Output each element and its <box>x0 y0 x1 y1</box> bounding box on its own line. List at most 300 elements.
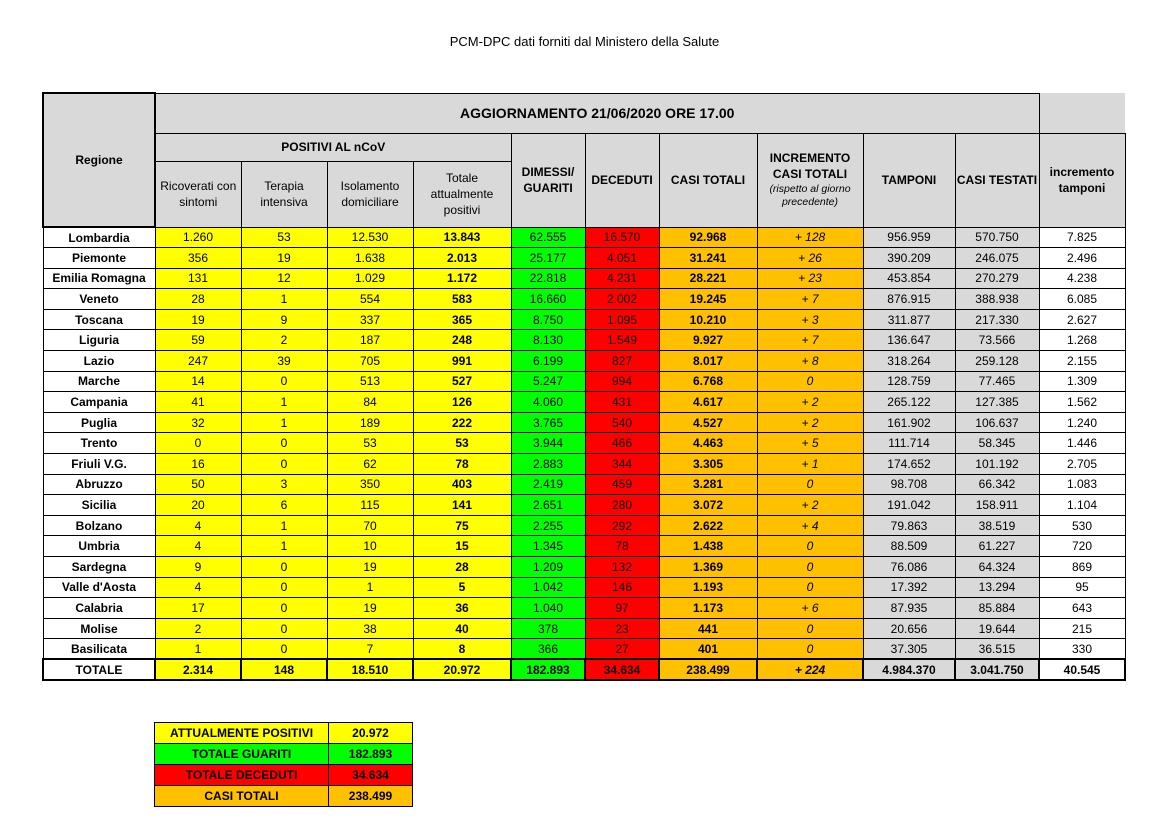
cell-dimessi: 6.199 <box>511 351 585 372</box>
cell-regione: Sicilia <box>43 495 155 516</box>
header-positivi-group: POSITIVI AL nCoV <box>155 133 511 161</box>
cell-casi-testati: 270.279 <box>955 268 1039 289</box>
cell-incremento: + 4 <box>757 515 863 536</box>
cell-incremento: 0 <box>757 474 863 495</box>
cell-ricoverati: 59 <box>155 330 241 351</box>
cell-casi-testati: 61.227 <box>955 536 1039 557</box>
cell-isolamento: 554 <box>327 289 413 310</box>
cell-regione: Emilia Romagna <box>43 268 155 289</box>
cell-casi-testati: 85.884 <box>955 598 1039 619</box>
cell-casi-testati: 127.385 <box>955 392 1039 413</box>
cell-casi-totali: 1.438 <box>659 536 757 557</box>
cell-dimessi: 4.060 <box>511 392 585 413</box>
cell-incremento-tamponi: 1.268 <box>1039 330 1125 351</box>
cell-incremento-tamponi: 1.104 <box>1039 495 1125 516</box>
summary-row <box>155 723 413 744</box>
cell-regione: Marche <box>43 371 155 392</box>
cell-totale-positivi: 13.843 <box>413 227 511 248</box>
cell-incremento: 0 <box>757 536 863 557</box>
cell-totale-positivi: 36 <box>413 598 511 619</box>
cell-dimessi: 366 <box>511 639 585 660</box>
cell-tamponi: 453.854 <box>863 268 955 289</box>
cell-isolamento: 187 <box>327 330 413 351</box>
cell-tamponi: 4.984.370 <box>863 659 955 680</box>
cell-deceduti: 827 <box>585 351 659 372</box>
cell-ricoverati: 14 <box>155 371 241 392</box>
cell-deceduti: 466 <box>585 433 659 454</box>
cell-terapia: 53 <box>241 227 327 248</box>
cell-totale-positivi: 1.172 <box>413 268 511 289</box>
cell-dimessi: 2.651 <box>511 495 585 516</box>
cell-casi-testati: 73.566 <box>955 330 1039 351</box>
summary-row <box>155 786 413 807</box>
cell-casi-totali: 19.245 <box>659 289 757 310</box>
header-casi-testati: CASI TESTATI <box>955 133 1039 227</box>
header-regione: Regione <box>43 93 155 227</box>
cell-isolamento: 7 <box>327 639 413 660</box>
cell-casi-testati: 13.294 <box>955 577 1039 598</box>
cell-ricoverati: 28 <box>155 289 241 310</box>
table-row <box>43 433 1125 454</box>
cell-casi-totali: 401 <box>659 639 757 660</box>
cell-deceduti: 431 <box>585 392 659 413</box>
cell-regione: Lombardia <box>43 227 155 248</box>
cell-casi-totali: 3.305 <box>659 454 757 475</box>
cell-casi-totali: 92.968 <box>659 227 757 248</box>
cell-deceduti: 540 <box>585 412 659 433</box>
summary-label: TOTALE GUARITI <box>155 744 329 765</box>
cell-ricoverati: 20 <box>155 495 241 516</box>
cell-casi-testati: 3.041.750 <box>955 659 1039 680</box>
cell-terapia: 19 <box>241 248 327 269</box>
cell-casi-totali: 6.768 <box>659 371 757 392</box>
cell-dimessi: 16.660 <box>511 289 585 310</box>
cell-totale-positivi: 53 <box>413 433 511 454</box>
table-row <box>43 309 1125 330</box>
cell-dimessi: 1.042 <box>511 577 585 598</box>
cell-casi-testati: 64.324 <box>955 557 1039 578</box>
cell-deceduti: 2.002 <box>585 289 659 310</box>
cell-dimessi: 62.555 <box>511 227 585 248</box>
cell-terapia: 148 <box>241 659 327 680</box>
cell-isolamento: 337 <box>327 309 413 330</box>
cell-isolamento: 513 <box>327 371 413 392</box>
summary-value: 34.634 <box>329 765 413 786</box>
header-dimessi: DIMESSI/ GUARITI <box>511 133 585 227</box>
cell-isolamento: 53 <box>327 433 413 454</box>
cell-isolamento: 38 <box>327 618 413 639</box>
cell-terapia: 0 <box>241 371 327 392</box>
cell-casi-totali: 9.927 <box>659 330 757 351</box>
cell-terapia: 6 <box>241 495 327 516</box>
cell-isolamento: 1.029 <box>327 268 413 289</box>
cell-dimessi: 378 <box>511 618 585 639</box>
header-ricoverati: Ricoverati con sintomi <box>155 161 241 227</box>
cell-incremento: 0 <box>757 577 863 598</box>
cell-casi-testati: 106.637 <box>955 412 1039 433</box>
header-update: AGGIORNAMENTO 21/06/2020 ORE 17.00 <box>155 93 1039 133</box>
cell-ricoverati: 2.314 <box>155 659 241 680</box>
cell-ricoverati: 2 <box>155 618 241 639</box>
cell-casi-totali: 2.622 <box>659 515 757 536</box>
cell-tamponi: 390.209 <box>863 248 955 269</box>
cell-regione: Piemonte <box>43 248 155 269</box>
table-row <box>43 577 1125 598</box>
cell-dimessi: 25.177 <box>511 248 585 269</box>
cell-regione: Calabria <box>43 598 155 619</box>
cell-terapia: 1 <box>241 412 327 433</box>
cell-casi-testati: 570.750 <box>955 227 1039 248</box>
table-row <box>43 289 1125 310</box>
summary-value: 182.893 <box>329 744 413 765</box>
cell-terapia: 0 <box>241 454 327 475</box>
cell-dimessi: 1.209 <box>511 557 585 578</box>
cell-totale-positivi: 75 <box>413 515 511 536</box>
cell-dimessi: 1.345 <box>511 536 585 557</box>
cell-casi-testati: 58.345 <box>955 433 1039 454</box>
cell-totale-positivi: 403 <box>413 474 511 495</box>
cell-casi-testati: 19.644 <box>955 618 1039 639</box>
table-row <box>43 474 1125 495</box>
cell-casi-testati: 101.192 <box>955 454 1039 475</box>
cell-deceduti: 1.095 <box>585 309 659 330</box>
header-tamponi: TAMPONI <box>863 133 955 227</box>
cell-regione: Umbria <box>43 536 155 557</box>
cell-deceduti: 4.051 <box>585 248 659 269</box>
cell-regione: Valle d'Aosta <box>43 577 155 598</box>
cell-incremento-tamponi: 1.446 <box>1039 433 1125 454</box>
cell-tamponi: 311.877 <box>863 309 955 330</box>
cell-deceduti: 34.634 <box>585 659 659 680</box>
cell-incremento-tamponi: 1.309 <box>1039 371 1125 392</box>
cell-incremento: + 2 <box>757 392 863 413</box>
cell-isolamento: 84 <box>327 392 413 413</box>
cell-deceduti: 280 <box>585 495 659 516</box>
cell-incremento-tamponi: 330 <box>1039 639 1125 660</box>
cell-incremento-tamponi: 1.240 <box>1039 412 1125 433</box>
cell-terapia: 3 <box>241 474 327 495</box>
cell-terapia: 39 <box>241 351 327 372</box>
total-row <box>43 659 1125 680</box>
cell-incremento-tamponi: 1.562 <box>1039 392 1125 413</box>
cell-dimessi: 8.130 <box>511 330 585 351</box>
cell-totale-positivi: 222 <box>413 412 511 433</box>
cell-incremento-tamponi: 2.705 <box>1039 454 1125 475</box>
table-row <box>43 248 1125 269</box>
cell-dimessi: 3.944 <box>511 433 585 454</box>
header-deceduti: DECEDUTI <box>585 133 659 227</box>
cell-totale-positivi: 8 <box>413 639 511 660</box>
cell-totale-positivi: 141 <box>413 495 511 516</box>
header-corner <box>1039 93 1125 133</box>
cell-incremento-tamponi: 6.085 <box>1039 289 1125 310</box>
cell-incremento: + 5 <box>757 433 863 454</box>
header-isolamento: Isolamento domiciliare <box>327 161 413 227</box>
summary-value: 20.972 <box>329 723 413 744</box>
cell-tamponi: 956.959 <box>863 227 955 248</box>
cell-tamponi: 318.264 <box>863 351 955 372</box>
cell-totale-positivi: 248 <box>413 330 511 351</box>
cell-totale-positivi: 991 <box>413 351 511 372</box>
cell-incremento-tamponi: 95 <box>1039 577 1125 598</box>
cell-incremento: 0 <box>757 618 863 639</box>
cell-ricoverati: 4 <box>155 515 241 536</box>
cell-terapia: 1 <box>241 392 327 413</box>
cell-terapia: 1 <box>241 515 327 536</box>
table-row <box>43 495 1125 516</box>
cell-tamponi: 161.902 <box>863 412 955 433</box>
cell-ricoverati: 131 <box>155 268 241 289</box>
table-row <box>43 618 1125 639</box>
cell-ricoverati: 9 <box>155 557 241 578</box>
cell-dimessi: 2.255 <box>511 515 585 536</box>
cell-regione: Puglia <box>43 412 155 433</box>
cell-casi-totali: 4.617 <box>659 392 757 413</box>
cell-tamponi: 136.647 <box>863 330 955 351</box>
cell-incremento: + 7 <box>757 330 863 351</box>
cell-totale-positivi: 5 <box>413 577 511 598</box>
cell-terapia: 1 <box>241 289 327 310</box>
cell-terapia: 0 <box>241 618 327 639</box>
table-row <box>43 412 1125 433</box>
cell-totale-positivi: 126 <box>413 392 511 413</box>
cell-ricoverati: 1.260 <box>155 227 241 248</box>
cell-regione: Basilicata <box>43 639 155 660</box>
cell-deceduti: 459 <box>585 474 659 495</box>
cell-casi-totali: 3.281 <box>659 474 757 495</box>
cell-dimessi: 182.893 <box>511 659 585 680</box>
cell-casi-totali: 4.463 <box>659 433 757 454</box>
cell-incremento: 0 <box>757 639 863 660</box>
cell-regione: Sardegna <box>43 557 155 578</box>
cell-ricoverati: 41 <box>155 392 241 413</box>
cell-tamponi: 79.863 <box>863 515 955 536</box>
cell-incremento: + 6 <box>757 598 863 619</box>
cell-terapia: 9 <box>241 309 327 330</box>
cell-regione: Trento <box>43 433 155 454</box>
cell-casi-totali: 1.193 <box>659 577 757 598</box>
cell-ricoverati: 247 <box>155 351 241 372</box>
table-row <box>43 639 1125 660</box>
cell-deceduti: 78 <box>585 536 659 557</box>
summary-row <box>155 744 413 765</box>
cell-ricoverati: 50 <box>155 474 241 495</box>
header-casi-totali: CASI TOTALI <box>659 133 757 227</box>
cell-incremento-tamponi: 215 <box>1039 618 1125 639</box>
cell-dimessi: 8.750 <box>511 309 585 330</box>
cell-casi-totali: 1.369 <box>659 557 757 578</box>
cell-dimessi: 1.040 <box>511 598 585 619</box>
cell-ricoverati: 1 <box>155 639 241 660</box>
cell-ricoverati: 0 <box>155 433 241 454</box>
cell-tamponi: 876.915 <box>863 289 955 310</box>
cell-isolamento: 189 <box>327 412 413 433</box>
cell-isolamento: 18.510 <box>327 659 413 680</box>
cell-tamponi: 76.086 <box>863 557 955 578</box>
cell-incremento: + 128 <box>757 227 863 248</box>
cell-tamponi: 191.042 <box>863 495 955 516</box>
cell-incremento: + 1 <box>757 454 863 475</box>
cell-isolamento: 62 <box>327 454 413 475</box>
header-incremento <box>757 133 863 227</box>
cell-ricoverati: 19 <box>155 309 241 330</box>
cell-totale-positivi: 365 <box>413 309 511 330</box>
header-terapia: Terapia intensiva <box>241 161 327 227</box>
cell-terapia: 1 <box>241 536 327 557</box>
cell-deceduti: 994 <box>585 371 659 392</box>
cell-incremento-tamponi: 40.545 <box>1039 659 1125 680</box>
cell-dimessi: 2.883 <box>511 454 585 475</box>
cell-casi-totali: 238.499 <box>659 659 757 680</box>
cell-terapia: 0 <box>241 433 327 454</box>
cell-tamponi: 20.656 <box>863 618 955 639</box>
cell-totale-positivi: 527 <box>413 371 511 392</box>
cell-incremento-tamponi: 2.496 <box>1039 248 1125 269</box>
cell-casi-totali: 10.210 <box>659 309 757 330</box>
cell-casi-testati: 77.465 <box>955 371 1039 392</box>
cell-ricoverati: 4 <box>155 577 241 598</box>
cell-dimessi: 5.247 <box>511 371 585 392</box>
cell-dimessi: 22.818 <box>511 268 585 289</box>
cell-totale-positivi: 15 <box>413 536 511 557</box>
cell-casi-totali: 31.241 <box>659 248 757 269</box>
cell-tamponi: 265.122 <box>863 392 955 413</box>
cell-regione: Lazio <box>43 351 155 372</box>
table-row <box>43 351 1125 372</box>
cell-casi-totali: 3.072 <box>659 495 757 516</box>
cell-terapia: 0 <box>241 577 327 598</box>
cell-regione: Liguria <box>43 330 155 351</box>
cell-isolamento: 12.530 <box>327 227 413 248</box>
cell-incremento-tamponi: 2.155 <box>1039 351 1125 372</box>
cell-deceduti: 132 <box>585 557 659 578</box>
cell-casi-testati: 388.938 <box>955 289 1039 310</box>
cell-ricoverati: 17 <box>155 598 241 619</box>
table-row <box>43 371 1125 392</box>
cell-casi-totali: 441 <box>659 618 757 639</box>
cell-deceduti: 146 <box>585 577 659 598</box>
cell-regione: Friuli V.G. <box>43 454 155 475</box>
cell-casi-testati: 36.515 <box>955 639 1039 660</box>
cell-isolamento: 1.638 <box>327 248 413 269</box>
cell-terapia: 0 <box>241 639 327 660</box>
cell-casi-totali: 4.527 <box>659 412 757 433</box>
cell-ricoverati: 4 <box>155 536 241 557</box>
table-row <box>43 330 1125 351</box>
cell-terapia: 12 <box>241 268 327 289</box>
cell-totale-positivi: 20.972 <box>413 659 511 680</box>
table-row <box>43 536 1125 557</box>
summary-table <box>154 722 413 807</box>
summary-label: TOTALE DECEDUTI <box>155 765 329 786</box>
cell-casi-totali: 8.017 <box>659 351 757 372</box>
cell-incremento: + 26 <box>757 248 863 269</box>
cell-tamponi: 111.714 <box>863 433 955 454</box>
cell-incremento-tamponi: 2.627 <box>1039 309 1125 330</box>
cell-tamponi: 88.509 <box>863 536 955 557</box>
cell-incremento-tamponi: 530 <box>1039 515 1125 536</box>
cell-tamponi: 174.652 <box>863 454 955 475</box>
cell-terapia: 2 <box>241 330 327 351</box>
cell-incremento: + 7 <box>757 289 863 310</box>
cell-totale-positivi: 2.013 <box>413 248 511 269</box>
cell-incremento: 0 <box>757 557 863 578</box>
cell-isolamento: 10 <box>327 536 413 557</box>
table-row <box>43 557 1125 578</box>
cell-ricoverati: 16 <box>155 454 241 475</box>
cell-casi-totali: 1.173 <box>659 598 757 619</box>
cell-isolamento: 115 <box>327 495 413 516</box>
cell-ricoverati: 356 <box>155 248 241 269</box>
cell-isolamento: 350 <box>327 474 413 495</box>
cell-casi-testati: 217.330 <box>955 309 1039 330</box>
cell-tamponi: 17.392 <box>863 577 955 598</box>
cell-regione: TOTALE <box>43 659 155 680</box>
cell-incremento-tamponi: 7.825 <box>1039 227 1125 248</box>
cell-terapia: 0 <box>241 557 327 578</box>
covid-data-table <box>42 92 1126 681</box>
cell-incremento: 0 <box>757 371 863 392</box>
cell-casi-testati: 38.519 <box>955 515 1039 536</box>
cell-totale-positivi: 28 <box>413 557 511 578</box>
cell-incremento: + 2 <box>757 412 863 433</box>
cell-incremento-tamponi: 720 <box>1039 536 1125 557</box>
cell-isolamento: 19 <box>327 557 413 578</box>
cell-incremento-tamponi: 4.238 <box>1039 268 1125 289</box>
cell-deceduti: 16.570 <box>585 227 659 248</box>
cell-deceduti: 4.231 <box>585 268 659 289</box>
document-title: PCM-DPC dati forniti dal Ministero della Salute <box>449 34 720 49</box>
cell-regione: Campania <box>43 392 155 413</box>
cell-casi-testati: 259.128 <box>955 351 1039 372</box>
summary-label: CASI TOTALI <box>155 786 329 807</box>
cell-casi-totali: 28.221 <box>659 268 757 289</box>
cell-deceduti: 1.549 <box>585 330 659 351</box>
cell-terapia: 0 <box>241 598 327 619</box>
cell-deceduti: 27 <box>585 639 659 660</box>
cell-dimessi: 3.765 <box>511 412 585 433</box>
cell-ricoverati: 32 <box>155 412 241 433</box>
cell-deceduti: 97 <box>585 598 659 619</box>
cell-totale-positivi: 78 <box>413 454 511 475</box>
table-row <box>43 454 1125 475</box>
table-row <box>43 392 1125 413</box>
cell-totale-positivi: 583 <box>413 289 511 310</box>
cell-isolamento: 19 <box>327 598 413 619</box>
table-row <box>43 268 1125 289</box>
cell-incremento: + 3 <box>757 309 863 330</box>
cell-isolamento: 705 <box>327 351 413 372</box>
cell-incremento: + 2 <box>757 495 863 516</box>
cell-casi-testati: 158.911 <box>955 495 1039 516</box>
cell-regione: Toscana <box>43 309 155 330</box>
cell-incremento-tamponi: 643 <box>1039 598 1125 619</box>
summary-label: ATTUALMENTE POSITIVI <box>155 723 329 744</box>
table-row <box>43 598 1125 619</box>
cell-incremento-tamponi: 869 <box>1039 557 1125 578</box>
cell-deceduti: 292 <box>585 515 659 536</box>
cell-tamponi: 98.708 <box>863 474 955 495</box>
table-row <box>43 227 1125 248</box>
cell-incremento: + 23 <box>757 268 863 289</box>
cell-regione: Veneto <box>43 289 155 310</box>
header-totale-positivi: Totale attualmente positivi <box>413 161 511 227</box>
cell-deceduti: 23 <box>585 618 659 639</box>
cell-incremento: + 8 <box>757 351 863 372</box>
cell-incremento-tamponi: 1.083 <box>1039 474 1125 495</box>
cell-regione: Abruzzo <box>43 474 155 495</box>
cell-dimessi: 2.419 <box>511 474 585 495</box>
